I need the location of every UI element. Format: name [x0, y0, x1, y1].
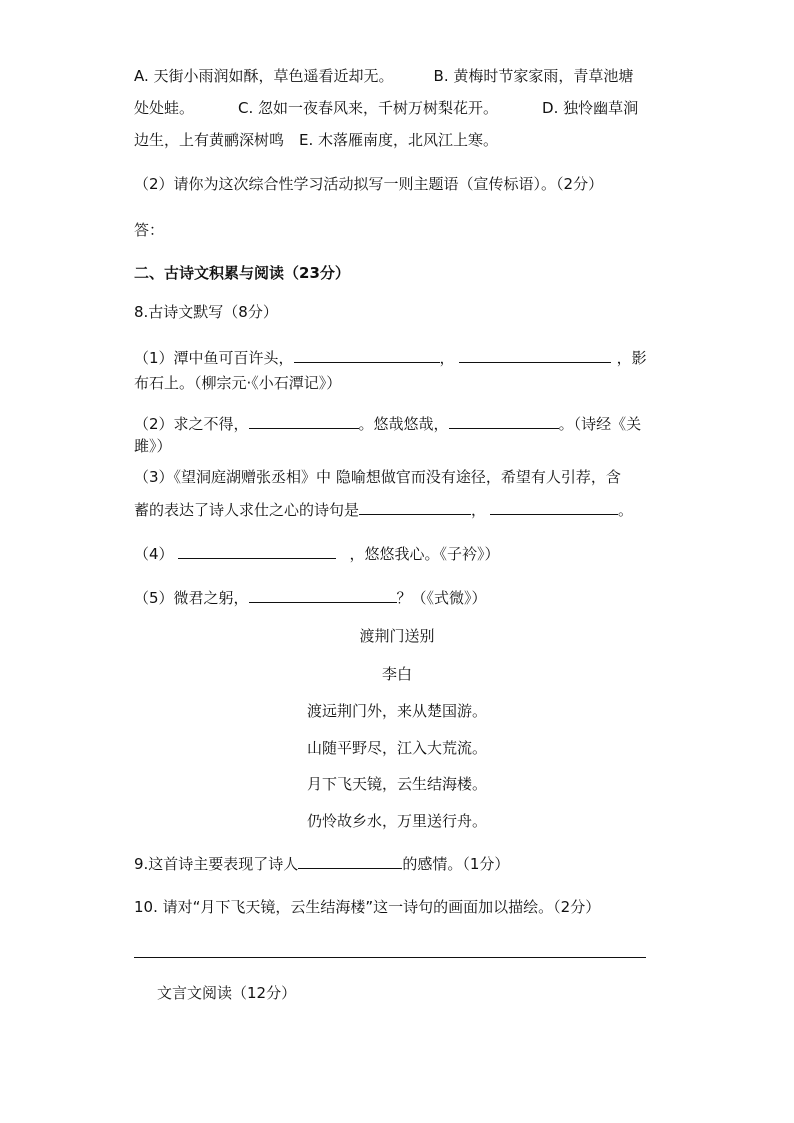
separator: ，: [471, 501, 487, 519]
poem-line-1: 渡远荆门外，来从楚国游。: [306, 702, 487, 720]
q8-item1-text: ，影: [616, 349, 647, 367]
poem-title: 渡荆门送别: [359, 627, 435, 645]
poem-line-4: 仍怜故乡水，万里送行舟。: [306, 812, 487, 830]
separator: 。: [618, 501, 634, 519]
q9-text: 的感情。（1分）: [402, 855, 510, 873]
q8-title: 8.古诗文默写（8分）: [134, 303, 278, 321]
q9: [134, 852, 509, 874]
answer-blank[interactable]: [359, 498, 471, 515]
q8-item2-text: （2）求之不得，: [134, 415, 249, 433]
option-c: C. 忽如一夜春风来，千树万树梨花开。: [238, 99, 499, 117]
q7-sub2: （2）请你为这次综合性学习活动拟写一则主题语（宣传标语）。（2分）: [134, 175, 604, 193]
answer-line[interactable]: [134, 957, 646, 958]
answer-blank[interactable]: [298, 852, 402, 869]
q8-item3-line1: （3）《望洞庭湖赠张丞相》中 隐喻想做官而没有途径，希望有人引荐，含: [134, 468, 621, 486]
q8-item4-text: （4）: [134, 545, 174, 563]
q7-option-line-1: [134, 66, 633, 86]
poem-line-2: 山随平野尽，江入大荒流。: [306, 739, 487, 757]
q8-item4-text: ，悠悠我心。《子衿》）: [349, 545, 500, 563]
option-b-end: 处处蛙。: [134, 99, 195, 117]
option-d: D. 独怜幽草涧: [542, 99, 639, 117]
q8-item3-text: 蓄的表达了诗人求仕之心的诗句是: [134, 501, 360, 519]
q7-option-line-2: [134, 98, 638, 118]
separator: ，: [439, 349, 455, 367]
q8-item4: [134, 542, 500, 564]
poem-author: 李白: [381, 665, 412, 683]
option-b: B. 黄梅时节家家雨，青草池塘: [433, 67, 634, 85]
q8-item2-text: 。悠哉悠哉，: [358, 415, 449, 433]
q8-item5-text: ？（《式微》）: [396, 589, 487, 607]
q7-option-line-3: 边生，上有黄鹂深树鸣 E. 木落雁南度，北风江上寒。: [134, 131, 499, 149]
q8-item2-text: 。（诗经《关: [558, 415, 642, 433]
poem-line-3: 月下飞天镜，云生结海楼。: [306, 775, 487, 793]
answer-blank[interactable]: [178, 542, 336, 559]
answer-blank[interactable]: [490, 498, 618, 515]
q8-item1-text: （1）潭中鱼可百许头，: [134, 349, 294, 367]
q8-item1-line1: [134, 346, 647, 368]
q8-item2-line2: 雎》）: [134, 437, 172, 455]
answer-label: 答：: [134, 221, 165, 239]
answer-blank[interactable]: [459, 346, 611, 363]
classical-reading-title: 文言文阅读（12分）: [157, 984, 297, 1002]
q9-text: 9.这首诗主要表现了诗人: [134, 855, 299, 873]
answer-blank[interactable]: [249, 412, 359, 429]
q8-item3-line2: [134, 498, 633, 520]
q8-item1-line2: 布石上。（柳宗元·《小石潭记》）: [134, 374, 342, 392]
q8-item5-text: （5）微君之躬，: [134, 589, 249, 607]
q8-item5: [134, 586, 487, 608]
section-2-title: 二、古诗文积累与阅读（23分）: [134, 264, 350, 282]
option-a: A. 天街小雨润如酥，草色遥看近却无。: [134, 67, 394, 85]
answer-blank[interactable]: [449, 412, 559, 429]
answer-blank[interactable]: [249, 586, 397, 603]
q8-item2-line1: [134, 412, 641, 434]
q10: 10. 请对“月下飞天镜，云生结海楼”这一诗句的画面加以描绘。（2分）: [134, 898, 601, 916]
answer-blank[interactable]: [294, 346, 440, 363]
